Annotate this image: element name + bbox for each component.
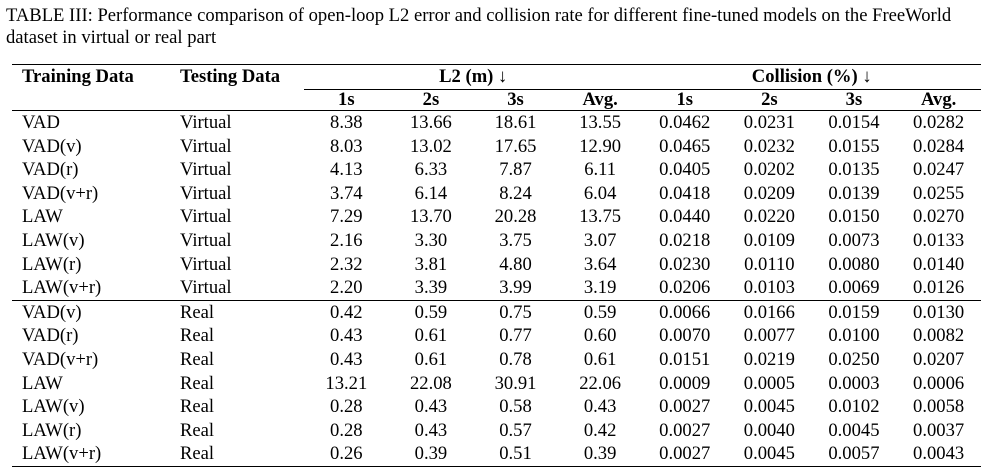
collision-value-cell: 0.0255 <box>913 182 965 204</box>
l2-value-cell: 0.61 <box>583 348 617 370</box>
collision-value-cell: 0.0202 <box>743 159 795 181</box>
testing-data-cell: Real <box>180 396 215 418</box>
collision-value-cell: 0.0027 <box>659 396 711 418</box>
table-row <box>12 324 981 348</box>
collision-value-cell: 0.0070 <box>659 325 711 347</box>
results-table <box>12 64 981 467</box>
table-row <box>12 111 981 135</box>
table-row <box>12 300 981 324</box>
training-data-cell: LAW(r) <box>22 419 82 441</box>
collision-value-cell: 0.0154 <box>828 112 880 133</box>
l2-value-cell: 18.61 <box>494 112 537 133</box>
collision-value-cell: 0.0077 <box>743 325 795 347</box>
collision-value-cell: 0.0082 <box>913 325 965 347</box>
testing-data-cell: Virtual <box>180 135 232 157</box>
l2-value-cell: 6.11 <box>584 159 617 181</box>
collision-value-cell: 0.0250 <box>828 348 880 370</box>
collision-value-cell: 0.0073 <box>828 229 880 251</box>
l2-value-cell: 13.55 <box>579 112 622 133</box>
l2-value-cell: 8.24 <box>499 182 532 204</box>
collision-value-cell: 0.0462 <box>659 112 711 133</box>
l2-value-cell: 0.59 <box>389 300 474 324</box>
collision-value-cell: 0.0133 <box>913 229 965 251</box>
collision-value-cell: 0.0218 <box>659 229 711 251</box>
l2-value-cell: 3.30 <box>414 229 448 251</box>
table-row <box>12 395 981 419</box>
l2-value-cell: 0.42 <box>304 300 389 324</box>
header-l2-1s: 1s <box>304 90 389 111</box>
l2-value-cell: 22.06 <box>579 372 622 394</box>
collision-value-cell: 0.0206 <box>659 277 711 299</box>
l2-value-cell: 30.91 <box>494 372 537 394</box>
l2-value-cell: 2.32 <box>330 253 363 275</box>
header-l2-2s: 2s <box>389 90 474 111</box>
training-data-cell: LAW(v+r) <box>22 277 102 299</box>
l2-value-cell: 17.65 <box>494 135 537 157</box>
l2-value-cell: 6.14 <box>414 182 448 204</box>
training-data-cell: LAW(v) <box>22 396 85 418</box>
collision-value-cell: 0.0066 <box>642 300 727 324</box>
header-training-data: Training Data <box>12 65 170 90</box>
l2-value-cell: 0.57 <box>499 419 532 441</box>
collision-value-cell: 0.0103 <box>743 277 795 299</box>
header-spacer <box>12 90 170 111</box>
header-collision-avg: Avg. <box>896 90 981 111</box>
header-l2-group: L2 (m) ↓ <box>304 65 642 90</box>
l2-value-cell: 0.42 <box>583 419 617 441</box>
collision-value-cell: 0.0130 <box>896 300 981 324</box>
training-data-cell: VAD(r) <box>22 159 79 181</box>
collision-value-cell: 0.0043 <box>896 442 981 466</box>
l2-value-cell: 2.20 <box>330 277 363 299</box>
collision-value-cell: 0.0231 <box>743 112 795 133</box>
table-caption: TABLE III: Performance comparison of open-loop L2 error and collision rate for different fine-tuned models on the FreeWorld dataset in virtual or real part <box>6 5 952 48</box>
testing-data-cell: Virtual <box>180 159 232 181</box>
l2-value-cell: 4.13 <box>330 159 363 181</box>
testing-data-cell: Virtual <box>180 229 232 251</box>
l2-value-cell: 0.28 <box>330 396 363 418</box>
l2-value-cell: 0.39 <box>558 442 643 466</box>
collision-value-cell: 0.0405 <box>659 159 711 181</box>
training-data-cell: LAW(v) <box>22 229 85 251</box>
l2-value-cell: 3.74 <box>330 182 363 204</box>
training-data-cell: VAD(v+r) <box>22 182 99 204</box>
l2-value-cell: 13.02 <box>410 135 452 157</box>
l2-value-cell: 6.04 <box>583 182 617 204</box>
collision-value-cell: 0.0057 <box>812 442 897 466</box>
l2-value-cell: 13.70 <box>410 206 452 228</box>
table-row <box>12 442 981 466</box>
collision-value-cell: 0.0150 <box>828 206 880 228</box>
table-row <box>12 158 981 182</box>
training-data-cell: VAD(r) <box>22 325 79 347</box>
table-row <box>12 205 981 229</box>
collision-value-cell: 0.0135 <box>828 159 880 181</box>
table-row <box>12 182 981 206</box>
l2-value-cell: 3.39 <box>414 277 448 299</box>
header-collision-3s: 3s <box>812 90 897 111</box>
l2-value-cell: 0.28 <box>330 419 363 441</box>
collision-value-cell: 0.0465 <box>659 135 711 157</box>
table-row <box>12 135 981 159</box>
collision-value-cell: 0.0045 <box>828 419 880 441</box>
collision-value-cell: 0.0219 <box>743 348 795 370</box>
collision-value-cell: 0.0040 <box>743 419 795 441</box>
l2-value-cell: 7.87 <box>499 159 532 181</box>
l2-value-cell: 3.75 <box>499 229 532 251</box>
collision-value-cell: 0.0109 <box>743 229 795 251</box>
collision-value-cell: 0.0058 <box>913 396 965 418</box>
l2-value-cell: 2.16 <box>330 229 363 251</box>
collision-value-cell: 0.0247 <box>913 159 965 181</box>
collision-value-cell: 0.0045 <box>743 396 795 418</box>
l2-value-cell: 13.66 <box>410 112 452 133</box>
table-row <box>12 229 981 253</box>
collision-value-cell: 0.0282 <box>913 112 965 133</box>
collision-value-cell: 0.0005 <box>743 372 795 394</box>
collision-value-cell: 0.0100 <box>828 325 880 347</box>
training-data-cell: LAW(v+r) <box>12 442 170 466</box>
training-data-cell: LAW <box>22 372 63 394</box>
l2-value-cell: 0.43 <box>583 396 617 418</box>
training-data-cell: LAW <box>22 206 63 228</box>
training-data-cell: VAD(v+r) <box>22 348 99 370</box>
collision-value-cell: 0.0006 <box>913 372 965 394</box>
testing-data-cell: Real <box>170 442 304 466</box>
l2-value-cell: 8.38 <box>330 112 363 133</box>
l2-value-cell: 3.64 <box>583 253 617 275</box>
l2-value-cell: 0.43 <box>414 396 448 418</box>
l2-value-cell: 12.90 <box>579 135 622 157</box>
l2-value-cell: 0.39 <box>389 442 474 466</box>
header-l2-avg: Avg. <box>558 90 643 111</box>
table-row <box>12 372 981 396</box>
testing-data-cell: Real <box>180 419 215 441</box>
testing-data-cell: Real <box>180 372 215 394</box>
header-collision-2s: 2s <box>727 90 812 111</box>
l2-value-cell: 0.61 <box>414 348 448 370</box>
testing-data-cell: Real <box>170 300 304 324</box>
l2-value-cell: 20.28 <box>494 206 537 228</box>
l2-value-cell: 4.80 <box>499 253 532 275</box>
l2-value-cell: 3.99 <box>499 277 532 299</box>
testing-data-cell: Real <box>180 325 215 347</box>
l2-value-cell: 0.58 <box>499 396 532 418</box>
collision-value-cell: 0.0027 <box>659 419 711 441</box>
collision-value-cell: 0.0166 <box>727 300 812 324</box>
collision-value-cell: 0.0102 <box>828 396 880 418</box>
l2-value-cell: 3.19 <box>583 277 617 299</box>
l2-value-cell: 13.21 <box>325 372 368 394</box>
collision-value-cell: 0.0140 <box>913 253 965 275</box>
training-data-cell: VAD <box>22 112 60 133</box>
table-row <box>12 348 981 372</box>
collision-value-cell: 0.0003 <box>828 372 880 394</box>
collision-value-cell: 0.0220 <box>743 206 795 228</box>
l2-value-cell: 0.77 <box>499 325 532 347</box>
collision-value-cell: 0.0080 <box>828 253 880 275</box>
collision-value-cell: 0.0284 <box>913 135 965 157</box>
l2-value-cell: 6.33 <box>414 159 448 181</box>
l2-value-cell: 13.75 <box>579 206 622 228</box>
collision-value-cell: 0.0126 <box>913 277 965 299</box>
collision-value-cell: 0.0151 <box>659 348 711 370</box>
header-collision-group: Collision (%) ↓ <box>642 65 981 90</box>
table-row <box>12 253 981 277</box>
collision-value-cell: 0.0230 <box>659 253 711 275</box>
header-testing-data: Testing Data <box>170 65 304 90</box>
l2-value-cell: 0.78 <box>499 348 532 370</box>
l2-value-cell: 0.59 <box>558 300 643 324</box>
collision-value-cell: 0.0232 <box>743 135 795 157</box>
l2-value-cell: 7.29 <box>330 206 363 228</box>
collision-value-cell: 0.0418 <box>659 182 711 204</box>
collision-value-cell: 0.0159 <box>812 300 897 324</box>
table-row <box>12 419 981 443</box>
table-body <box>12 111 981 467</box>
l2-value-cell: 3.81 <box>414 253 448 275</box>
training-data-cell: VAD(v) <box>22 135 82 157</box>
training-data-cell: LAW(r) <box>22 253 82 275</box>
testing-data-cell: Virtual <box>180 206 232 228</box>
l2-value-cell: 0.60 <box>583 325 617 347</box>
training-data-cell: VAD(v) <box>12 300 170 324</box>
collision-value-cell: 0.0045 <box>727 442 812 466</box>
collision-value-cell: 0.0009 <box>659 372 711 394</box>
l2-value-cell: 0.61 <box>414 325 448 347</box>
l2-value-cell: 8.03 <box>330 135 363 157</box>
l2-value-cell: 0.26 <box>304 442 389 466</box>
l2-value-cell: 0.75 <box>473 300 558 324</box>
header-collision-1s: 1s <box>642 90 727 111</box>
testing-data-cell: Virtual <box>180 277 232 299</box>
collision-value-cell: 0.0069 <box>828 277 880 299</box>
testing-data-cell: Virtual <box>180 112 232 133</box>
collision-value-cell: 0.0110 <box>744 253 795 275</box>
header-spacer <box>170 90 304 111</box>
l2-value-cell: 22.08 <box>410 372 452 394</box>
collision-value-cell: 0.0037 <box>913 419 965 441</box>
l2-value-cell: 0.43 <box>414 419 448 441</box>
testing-data-cell: Real <box>180 348 215 370</box>
l2-value-cell: 0.51 <box>473 442 558 466</box>
l2-value-cell: 0.43 <box>330 325 363 347</box>
collision-value-cell: 0.0440 <box>659 206 711 228</box>
testing-data-cell: Virtual <box>180 253 232 275</box>
collision-value-cell: 0.0270 <box>913 206 965 228</box>
header-l2-3s: 3s <box>473 90 558 111</box>
l2-value-cell: 3.07 <box>583 229 617 251</box>
collision-value-cell: 0.0027 <box>642 442 727 466</box>
collision-value-cell: 0.0155 <box>828 135 880 157</box>
collision-value-cell: 0.0209 <box>743 182 795 204</box>
collision-value-cell: 0.0139 <box>828 182 880 204</box>
collision-value-cell: 0.0207 <box>913 348 965 370</box>
l2-value-cell: 0.43 <box>330 348 363 370</box>
table-row <box>12 276 981 300</box>
testing-data-cell: Virtual <box>180 182 232 204</box>
